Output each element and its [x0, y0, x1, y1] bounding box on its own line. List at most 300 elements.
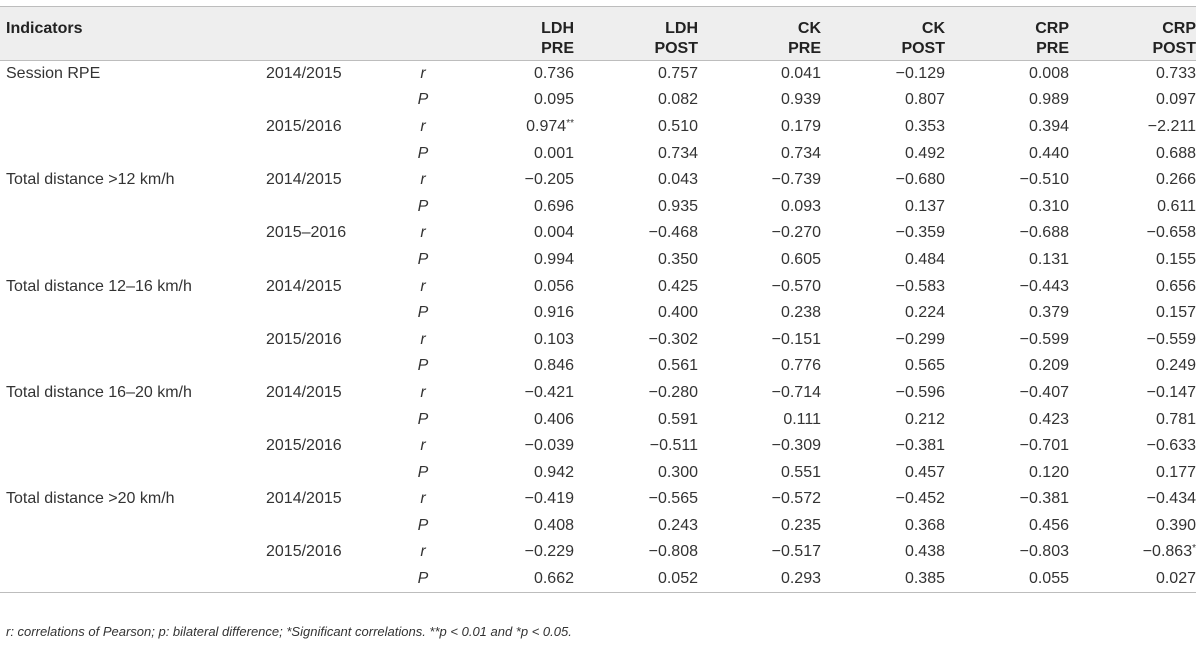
table-row [0, 459, 1196, 486]
row-season: 2015/2016 [266, 330, 342, 348]
value-text: −0.039 [524, 437, 574, 455]
row-value [698, 193, 821, 220]
row-value [698, 140, 821, 167]
row-value [574, 87, 698, 114]
table-row [0, 273, 1196, 300]
value-text: 0.224 [904, 304, 945, 322]
header-line1: LDH [665, 20, 698, 37]
value-text: 0.974 [526, 117, 567, 135]
row-value [574, 486, 698, 513]
value-text: 0.565 [904, 357, 945, 375]
table-row [0, 193, 1196, 220]
row-season [258, 140, 408, 167]
value-text: −0.468 [648, 224, 698, 242]
row-value [698, 459, 821, 486]
row-stat: P [417, 91, 429, 109]
value-text: 0.353 [904, 117, 945, 135]
row-value [821, 539, 945, 566]
row-season [258, 459, 408, 486]
row-value [574, 566, 698, 593]
row-stat: P [417, 516, 429, 534]
value-text: 0.734 [657, 144, 698, 162]
value-text: 0.662 [533, 569, 574, 587]
value-text: −0.739 [771, 171, 821, 189]
value-text: 0.736 [533, 65, 574, 83]
value-text: 0.093 [780, 197, 821, 215]
value-text: 0.027 [1155, 569, 1196, 587]
row-value [945, 300, 1069, 327]
table-body [0, 61, 1196, 593]
value-text: 0.179 [780, 117, 821, 135]
row-value [821, 273, 945, 300]
value-text: −0.299 [895, 330, 945, 348]
row-value [574, 433, 698, 460]
row-indicator [0, 114, 258, 141]
value-text: 0.696 [533, 197, 574, 215]
value-text: 0.551 [780, 463, 821, 481]
value-text: 0.935 [657, 197, 698, 215]
row-value [1069, 220, 1196, 247]
value-text: 0.238 [780, 304, 821, 322]
table-row [0, 566, 1196, 593]
row-stat: P [408, 566, 438, 593]
value-text: 0.400 [657, 304, 698, 322]
row-value [698, 433, 821, 460]
row-value [945, 486, 1069, 513]
table-row [0, 220, 1196, 247]
value-text: 0.266 [1155, 171, 1196, 189]
row-indicator: Total distance >12 km/h [6, 171, 175, 189]
row-season: 2014/2015 [266, 277, 342, 295]
table-row [0, 406, 1196, 433]
row-indicator: Session RPE [6, 65, 101, 83]
row-value [698, 247, 821, 274]
row-stat: r [420, 330, 426, 348]
row-value [821, 406, 945, 433]
row-indicator [0, 406, 258, 433]
row-stat: r [420, 383, 426, 401]
row-value [438, 433, 574, 460]
value-text: 0.394 [1028, 117, 1069, 135]
value-text: 0.137 [904, 197, 945, 215]
row-value [1069, 513, 1196, 540]
value-text: 0.103 [533, 330, 574, 348]
row-value [945, 539, 1069, 566]
header-line2: POST [654, 40, 698, 57]
row-stat: P [417, 304, 429, 322]
significance-mark: * [1192, 543, 1196, 555]
value-text: −0.443 [1019, 277, 1069, 295]
row-value [698, 353, 821, 380]
value-text: 0.989 [1028, 91, 1069, 109]
value-text: −0.572 [771, 490, 821, 508]
row-season: 2015/2016 [266, 437, 342, 455]
row-value [821, 61, 945, 88]
value-text: −0.596 [895, 383, 945, 401]
value-text: 0.561 [657, 357, 698, 375]
row-season [258, 300, 408, 327]
value-text: −0.419 [524, 490, 574, 508]
row-value [574, 300, 698, 327]
value-text: 0.390 [1155, 516, 1196, 534]
row-value [945, 140, 1069, 167]
row-value [438, 273, 574, 300]
row-value [821, 326, 945, 353]
row-indicator [0, 566, 258, 593]
row-value [574, 247, 698, 274]
row-indicator: Total distance 12–16 km/h [6, 277, 192, 295]
row-season [258, 247, 408, 274]
table-row [0, 353, 1196, 380]
row-value [821, 353, 945, 380]
value-text: −0.407 [1019, 383, 1069, 401]
value-text: −0.129 [895, 65, 945, 83]
row-value [945, 459, 1069, 486]
value-text: 0.310 [1028, 197, 1069, 215]
value-text: −0.658 [1146, 224, 1196, 242]
value-text: 0.082 [657, 91, 698, 109]
row-value [821, 220, 945, 247]
row-value [438, 87, 574, 114]
row-value [1069, 87, 1196, 114]
value-text: 0.406 [533, 410, 574, 428]
row-value [438, 353, 574, 380]
row-value [698, 273, 821, 300]
row-season [258, 566, 408, 593]
row-value [574, 539, 698, 566]
value-text: 0.734 [780, 144, 821, 162]
row-value [698, 326, 821, 353]
value-text: 0.591 [657, 410, 698, 428]
value-text: 0.916 [533, 304, 574, 322]
value-text: 0.120 [1028, 463, 1069, 481]
value-text: 0.757 [657, 65, 698, 83]
table-row [0, 87, 1196, 114]
row-value [1069, 326, 1196, 353]
row-value [945, 513, 1069, 540]
value-text: −0.270 [771, 224, 821, 242]
row-value [574, 513, 698, 540]
value-text: −0.599 [1019, 330, 1069, 348]
value-text: −0.452 [895, 490, 945, 508]
value-text: 0.235 [780, 516, 821, 534]
row-season [258, 353, 408, 380]
value-text: −0.808 [648, 543, 698, 561]
row-indicator [0, 300, 258, 327]
value-text: 0.293 [780, 569, 821, 587]
value-text: 0.056 [533, 277, 574, 295]
row-value [945, 273, 1069, 300]
row-value [438, 61, 574, 88]
value-text: 0.510 [657, 117, 698, 135]
value-text: −0.280 [648, 383, 698, 401]
value-text: 0.368 [904, 516, 945, 534]
row-stat: r [420, 543, 426, 561]
value-text: 0.004 [533, 224, 574, 242]
row-value [1069, 61, 1196, 88]
row-value [1069, 380, 1196, 407]
row-season: 2015/2016 [266, 117, 342, 135]
row-season: 2014/2015 [266, 490, 342, 508]
row-value [1069, 539, 1196, 566]
row-indicator [0, 247, 258, 274]
row-value [821, 433, 945, 460]
value-text: −0.421 [524, 383, 574, 401]
row-value [438, 220, 574, 247]
value-text: 0.157 [1155, 304, 1196, 322]
value-text: −0.680 [895, 171, 945, 189]
row-value [1069, 353, 1196, 380]
row-season: 2015/2016 [266, 543, 342, 561]
row-stat: r [420, 117, 426, 135]
row-value [574, 326, 698, 353]
row-value [438, 167, 574, 194]
header-line1: CRP [1035, 20, 1069, 37]
row-value [821, 300, 945, 327]
header-line1: CRP [1162, 20, 1196, 37]
row-value [1069, 486, 1196, 513]
header-line1: CK [797, 20, 821, 37]
row-value [438, 539, 574, 566]
header-line2: POST [1152, 40, 1196, 57]
header-line2: POST [901, 40, 945, 57]
value-text: 0.095 [533, 91, 574, 109]
value-text: 0.425 [657, 277, 698, 295]
value-text: 0.209 [1028, 357, 1069, 375]
row-season: 2014/2015 [266, 171, 342, 189]
value-text: 0.484 [904, 250, 945, 268]
row-value [574, 220, 698, 247]
row-value [438, 406, 574, 433]
row-value [698, 87, 821, 114]
table-row [0, 486, 1196, 513]
header-ck-pre [698, 7, 821, 61]
row-value [698, 167, 821, 194]
row-value [1069, 566, 1196, 593]
table-row [0, 167, 1196, 194]
row-value [698, 539, 821, 566]
value-text: 0.438 [904, 543, 945, 561]
value-text: 0.440 [1028, 144, 1069, 162]
table-header-row [0, 7, 1196, 61]
row-value [1069, 140, 1196, 167]
value-text: 0.131 [1028, 250, 1069, 268]
row-stat: P [417, 410, 429, 428]
row-value [945, 326, 1069, 353]
value-text: 0.457 [904, 463, 945, 481]
row-indicator: Total distance 16–20 km/h [6, 383, 192, 401]
value-text: 0.379 [1028, 304, 1069, 322]
value-text: 0.776 [780, 357, 821, 375]
row-value [1069, 433, 1196, 460]
row-season [258, 193, 408, 220]
value-text: 0.423 [1028, 410, 1069, 428]
value-text: −2.211 [1147, 117, 1196, 135]
row-stat: P [417, 463, 429, 481]
row-value [945, 193, 1069, 220]
header-line2: PRE [788, 40, 821, 57]
row-value [438, 380, 574, 407]
row-value [438, 247, 574, 274]
row-season [258, 513, 408, 540]
value-text: 0.385 [904, 569, 945, 587]
header-indicators: Indicators [0, 7, 258, 61]
header-season [258, 7, 408, 61]
row-stat: P [417, 250, 429, 268]
row-value [698, 380, 821, 407]
value-text: 0.656 [1155, 277, 1196, 295]
value-text: 0.155 [1155, 250, 1196, 268]
value-text: 0.055 [1028, 569, 1069, 587]
value-text: −0.633 [1146, 437, 1196, 455]
row-value [821, 247, 945, 274]
row-value [438, 513, 574, 540]
row-stat: P [417, 197, 429, 215]
value-text: 0.249 [1155, 357, 1196, 375]
row-indicator [0, 326, 258, 353]
row-value [821, 486, 945, 513]
header-ldh-pre [438, 7, 574, 61]
value-text: −0.565 [648, 490, 698, 508]
row-indicator [0, 353, 258, 380]
row-value [1069, 273, 1196, 300]
row-value [574, 193, 698, 220]
value-text: 0.177 [1155, 463, 1196, 481]
row-value [1069, 300, 1196, 327]
value-text: 0.939 [780, 91, 821, 109]
value-text: −0.151 [771, 330, 821, 348]
value-text: −0.205 [524, 171, 574, 189]
value-text: 0.300 [657, 463, 698, 481]
row-value [945, 380, 1069, 407]
header-ldh-post [574, 7, 698, 61]
value-text: 0.052 [657, 569, 698, 587]
header-stat [408, 7, 438, 61]
row-value [574, 380, 698, 407]
row-value [945, 87, 1069, 114]
value-text: 0.001 [533, 144, 574, 162]
value-text: 0.605 [780, 250, 821, 268]
significance-mark: ** [566, 117, 574, 129]
row-indicator: Total distance >20 km/h [6, 490, 175, 508]
row-value [438, 140, 574, 167]
row-value [574, 140, 698, 167]
row-indicator [0, 220, 258, 247]
value-text: −0.359 [895, 224, 945, 242]
row-value [1069, 114, 1196, 141]
value-text: −0.863 [1142, 543, 1193, 561]
row-value [821, 566, 945, 593]
value-text: 0.408 [533, 516, 574, 534]
value-text: −0.229 [524, 543, 574, 561]
value-text: 0.733 [1155, 65, 1196, 83]
value-text: −0.701 [1019, 437, 1069, 455]
value-text: 0.994 [533, 250, 574, 268]
value-text: 0.243 [657, 516, 698, 534]
row-indicator [0, 513, 258, 540]
row-value [1069, 247, 1196, 274]
row-value [698, 61, 821, 88]
row-value [698, 513, 821, 540]
row-season: 2014/2015 [266, 383, 342, 401]
header-crp-post [1069, 7, 1196, 61]
row-value [821, 114, 945, 141]
row-value [438, 193, 574, 220]
value-text: 0.041 [780, 65, 821, 83]
row-value [821, 380, 945, 407]
row-value [698, 300, 821, 327]
row-value [574, 353, 698, 380]
value-text: −0.381 [895, 437, 945, 455]
row-value [821, 459, 945, 486]
value-text: 0.043 [657, 171, 698, 189]
table-row [0, 380, 1196, 407]
row-value [1069, 406, 1196, 433]
table-row [0, 539, 1196, 566]
row-season [258, 406, 408, 433]
value-text: −0.511 [649, 437, 698, 455]
row-indicator [0, 140, 258, 167]
row-value [574, 273, 698, 300]
value-text: −0.381 [1019, 490, 1069, 508]
header-line1: LDH [541, 20, 574, 37]
table-row [0, 326, 1196, 353]
table-row [0, 140, 1196, 167]
value-text: 0.611 [1157, 197, 1196, 215]
row-stat: r [420, 65, 426, 83]
header-line1: CK [921, 20, 945, 37]
value-text: −0.309 [771, 437, 821, 455]
row-stat: r [420, 224, 426, 242]
row-season: 2015–2016 [266, 224, 347, 242]
row-value [574, 406, 698, 433]
value-text: 0.492 [904, 144, 945, 162]
value-text: −0.559 [1146, 330, 1196, 348]
correlation-table [0, 6, 1196, 593]
row-value [438, 566, 574, 593]
value-text: 0.781 [1155, 410, 1196, 428]
value-text: −0.147 [1146, 383, 1196, 401]
row-value [574, 167, 698, 194]
row-value [945, 220, 1069, 247]
value-text: −0.570 [771, 277, 821, 295]
header-line2: PRE [541, 40, 574, 57]
table-row [0, 513, 1196, 540]
row-indicator [0, 539, 258, 566]
row-value [1069, 459, 1196, 486]
value-text: −0.434 [1146, 490, 1196, 508]
row-value [438, 486, 574, 513]
value-text: −0.510 [1019, 171, 1069, 189]
row-value [698, 566, 821, 593]
table-footnote: r: correlations of Pearson; p: bilateral difference; *Significant correlations. **p < 0.01 and *p < 0.05. [6, 624, 572, 639]
row-value [945, 61, 1069, 88]
value-text: 0.688 [1155, 144, 1196, 162]
row-stat: r [420, 490, 426, 508]
row-value [945, 406, 1069, 433]
row-indicator [0, 193, 258, 220]
row-value [945, 566, 1069, 593]
table-row [0, 247, 1196, 274]
row-value [698, 114, 821, 141]
row-value [574, 61, 698, 88]
row-value [821, 167, 945, 194]
row-value [945, 433, 1069, 460]
value-text: 0.008 [1028, 65, 1069, 83]
row-stat: P [417, 357, 429, 375]
row-value [945, 353, 1069, 380]
row-value [821, 87, 945, 114]
